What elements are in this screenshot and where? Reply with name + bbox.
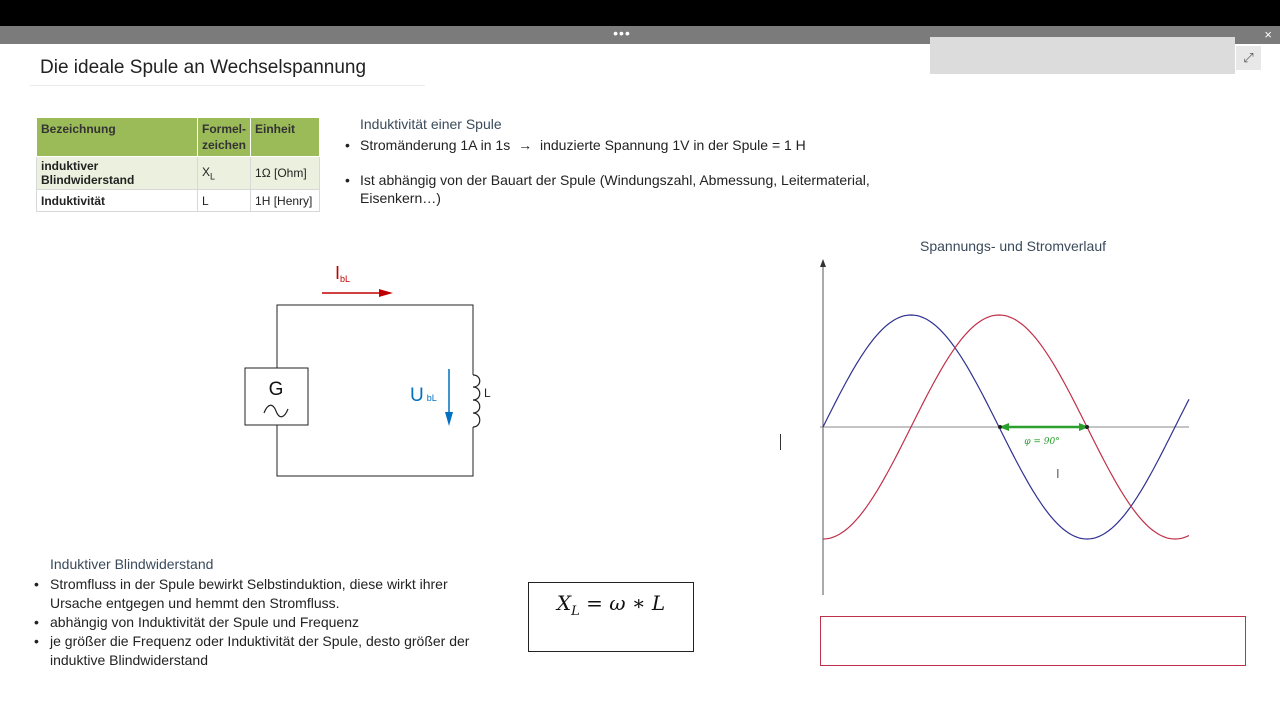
y-axis-arrowhead [820, 259, 826, 267]
zero-crossing-point [1085, 425, 1089, 429]
units-table [36, 117, 320, 212]
list-item: • Ist abhängig von der Bauart der Spule (Windungszahl, Abmessung, Leitermaterial, Eisenkern…) [343, 171, 903, 207]
close-icon[interactable]: × [1264, 27, 1272, 42]
table-row [37, 190, 320, 212]
graph-title: Spannungs- und Stromverlauf [920, 238, 1106, 254]
circuit-diagram [240, 255, 500, 485]
current-arrowhead [379, 289, 393, 297]
answer-box[interactable] [820, 616, 1246, 666]
list-item: • Stromfluss in der Spule bewirkt Selbstinduktion, diese wirkt ihrer Ursache entgegen und hemmt den Stromfluss. [34, 575, 494, 613]
list-item: • abhängig von Induktivität der Spule und Frequenz [34, 613, 494, 632]
cell-symbol: $X_L$ [198, 157, 251, 190]
circuit-wire [277, 425, 473, 476]
inductance-heading: Induktivität einer Spule [360, 116, 502, 132]
list-item: • je größer die Frequenz oder Induktivität der Spule, desto größer der induktive Blindwiderstand [34, 632, 494, 670]
list-item: • Stromänderung 1A in 1s → induzierte Spannung 1V in der Spule = 1 H [343, 136, 903, 154]
title-underline [30, 85, 425, 86]
arrow-right-icon: → [518, 137, 533, 153]
reactance-heading: Induktiver Blindwiderstand [50, 556, 214, 572]
cell-unit: 1Ω [Ohm] [251, 157, 320, 190]
circuit-wire [277, 305, 473, 375]
formula-box [528, 582, 694, 652]
overlay-panel [930, 37, 1235, 74]
mouse-ibeam-icon: I [1056, 466, 1060, 481]
more-dots-icon[interactable]: ••• [613, 25, 631, 41]
cell-name: induktiver Blindwiderstand [37, 157, 198, 190]
current-label: IbL [335, 263, 351, 284]
cell-unit: 1H [Henry] [251, 190, 320, 212]
waveform-graph [780, 255, 1200, 600]
coil [473, 375, 480, 427]
top-black-bar [0, 0, 1280, 26]
generator-label: G [268, 379, 284, 400]
slide-title: Die ideale Spule an Wechselspannung [40, 57, 367, 78]
header-einheit: Einheit [251, 118, 320, 157]
header-bezeichnung: Bezeichnung [37, 118, 198, 157]
phase-label: φ = 90° [1024, 437, 1060, 447]
voltage-arrowhead [445, 412, 453, 426]
inductance-bullets [343, 136, 903, 207]
voltage-label: UbL [410, 385, 437, 406]
cell-symbol: L [198, 190, 251, 212]
coil-label: L [484, 386, 491, 400]
text-cursor [780, 434, 781, 450]
cell-name: Induktivität [37, 190, 198, 212]
table-row [37, 157, 320, 190]
reactance-bullets [34, 575, 494, 670]
zero-crossing-point [998, 425, 1002, 429]
reactance-formula: $X_L = \omega$ ∗ L [556, 591, 666, 619]
expand-icon[interactable]: ⤢ [1236, 46, 1261, 70]
header-formelzeichen: Formel- zeichen [198, 118, 251, 157]
